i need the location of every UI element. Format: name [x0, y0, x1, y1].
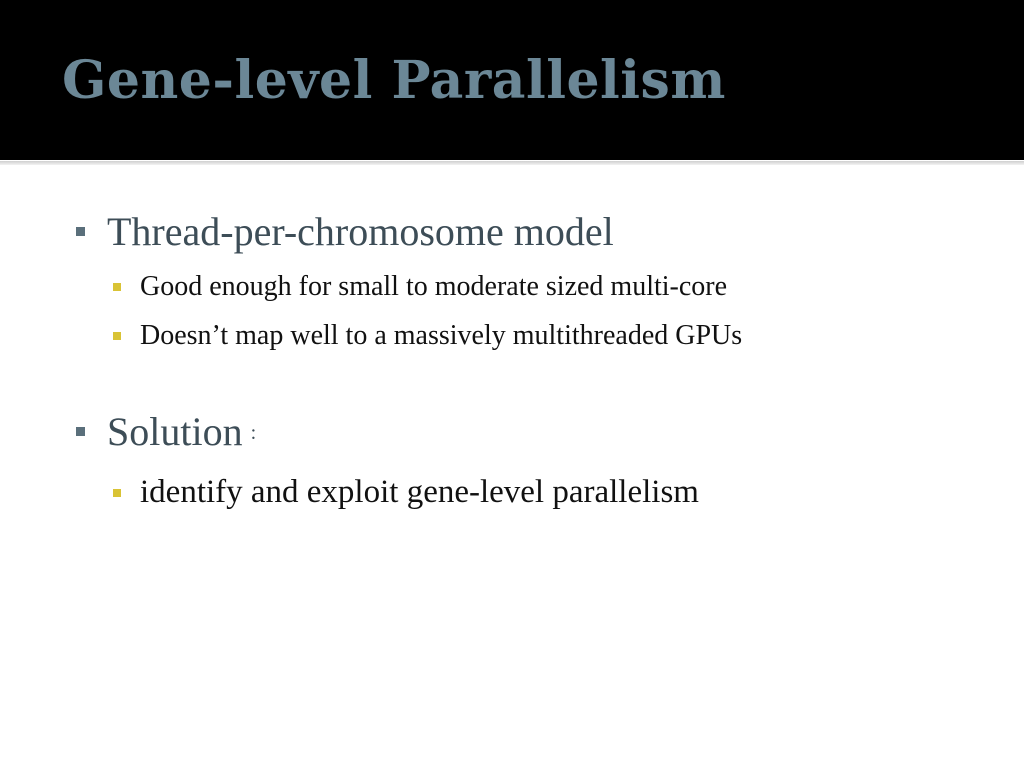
slide-title: Gene-level Parallelism [62, 50, 726, 111]
sub-bullet-text: Doesn’t map well to a massively multithreaded GPUs [140, 320, 743, 351]
bullet-thread-per-chromosome [76, 208, 614, 255]
bullet-text: Thread-per-chromosome model [107, 209, 614, 254]
bullet-solution [76, 408, 256, 455]
square-bullet-icon [76, 227, 85, 236]
sub-bullet-multicore [113, 271, 727, 303]
sub-bullet-text: Good enough for small to moderate sized multi-core [140, 271, 728, 302]
square-bullet-icon [76, 427, 85, 436]
bullet-suffix: : [250, 422, 257, 444]
square-bullet-icon [113, 332, 121, 340]
sub-bullet-gene-level [113, 474, 699, 511]
square-bullet-icon [113, 489, 121, 497]
sub-bullet-gpus [113, 320, 742, 352]
sub-bullet-text: identify and exploit gene-level parallelism [140, 474, 699, 510]
bullet-text: Solution [107, 409, 243, 454]
square-bullet-icon [113, 283, 121, 291]
